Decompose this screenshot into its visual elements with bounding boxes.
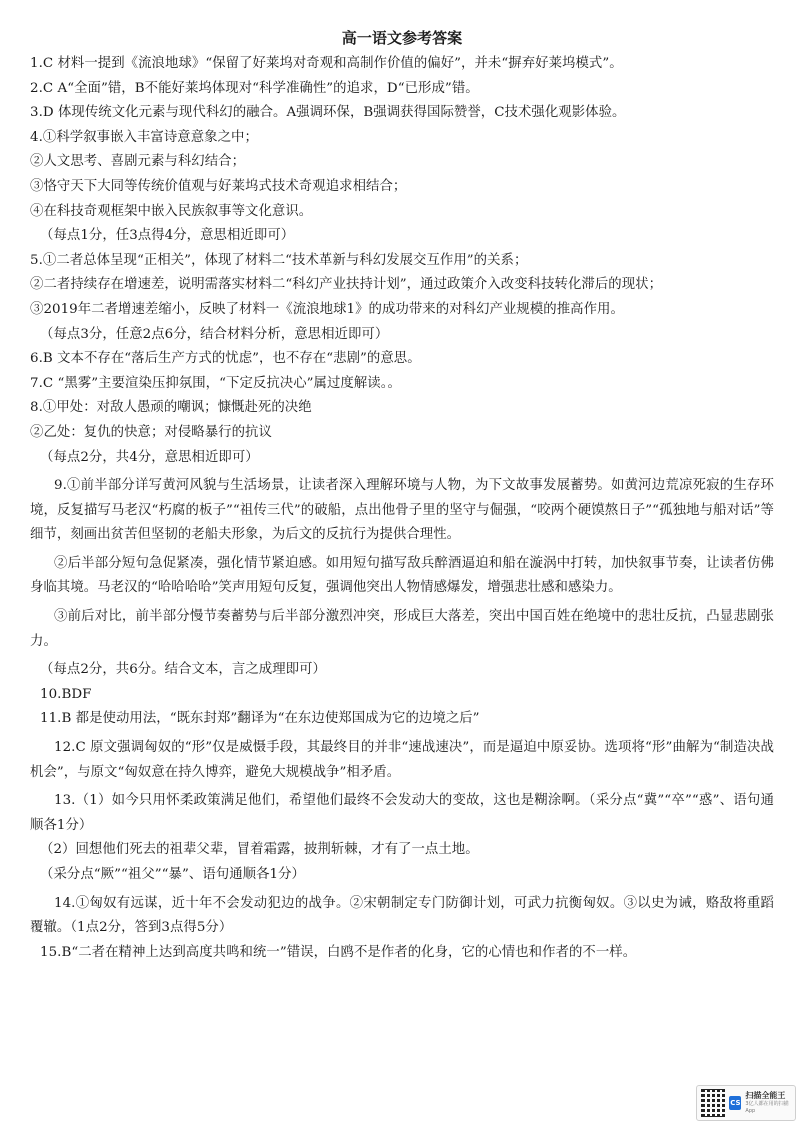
answer-7: 7.C “黑雾”主要渲染压抑氛围，“下定反抗决心”属过度解读。。 xyxy=(30,375,401,391)
qr-code-icon xyxy=(701,1089,725,1117)
answer-11: 11.B 都是使动用法，“既东封郑”翻译为“在东边使郑国成为它的边境之后” xyxy=(40,711,480,727)
watermark-app-name: 扫描全能王 xyxy=(745,1091,786,1100)
answer-12: 12.C 原文强调匈奴的“形”仅是威慑手段，其最终目的并非“速战速决”，而是逼迫中原妥协。选项将“形”曲解为“制造决战机会”，与原文“匈奴意在持久博弈，避免大规模战争”相矛盾。 xyxy=(30,740,774,780)
watermark-tagline: 3亿人都在用的扫描App xyxy=(745,1101,789,1114)
answer-9-point-3: ③前后对比，前半部分慢节奏蓄势与后半部分激烈冲突，形成巨大落差，突出中国百姓在绝境中的悲壮反抗，凸显悲剧张力。 xyxy=(30,609,774,649)
answer-8-line-1: 8.①甲处：对敌人愚顽的嘲讽；慷慨赴死的决绝 xyxy=(30,400,312,416)
answer-4-line-1: 4.①科学叙事嵌入丰富诗意意象之中； xyxy=(30,129,258,145)
answer-2: 2.C A“全面”错，B不能好莱坞体现对“科学准确性”的追求，D“已形成”错。 xyxy=(30,80,479,96)
camscanner-logo-icon: CS xyxy=(729,1096,741,1110)
answer-15: 15.B“二者在精神上达到高度共鸣和统一”错误，白鸥不是作者的化身，它的心情也和作者的不一样。 xyxy=(40,944,637,960)
answer-sheet xyxy=(30,26,774,965)
answer-4-line-3: ③恪守天下大同等传统价值观与好莱坞式技术奇观追求相结合； xyxy=(30,178,407,194)
answer-10: 10.BDF xyxy=(40,686,92,702)
scanner-watermark xyxy=(696,1085,796,1121)
answer-5-line-1: 5.①二者总体呈现“正相关”，体现了材料二“技术革新与科幻发展交互作用”的关系； xyxy=(30,252,528,268)
answer-14: 14.①匈奴有远谋，近十年不会发动犯边的战争。②宋朝制定专门防御计划，可武力抗衡匈奴。③以史为诫，赂敌将重蹈覆辙。（1点2分，答到3点得5分） xyxy=(30,895,774,936)
answer-1: 1.C 材料一提到《流浪地球》“保留了好莱坞对奇观和高制作价值的偏好”，并未“摒弃好莱坞模式”。 xyxy=(30,56,623,71)
answer-3: 3.D 体现传统文化元素与现代科幻的融合。A强调环保，B强调获得国际赞誉，C技术强化观影体验。 xyxy=(30,105,626,121)
answer-13-score: （采分点“厥”“祖父”“暴”、语句通顺各1分） xyxy=(40,867,305,882)
answer-4-line-4: ④在科技奇观框架中嵌入民族叙事等文化意识。 xyxy=(30,203,313,219)
answer-9-score: （每点2分，共6分。结合文本，言之成理即可） xyxy=(40,662,326,678)
answer-5-score: （每点3分，任意2点6分，结合材料分析，意思相近即可） xyxy=(40,326,389,342)
answer-13-part-2: （2）回想他们死去的祖辈父辈，冒着霜露，披荆斩棘，才有了一点土地。 xyxy=(40,842,479,858)
answer-5-line-2: ②二者持续存在增速差，说明需落实材料二“科幻产业扶持计划”，通过政策介入改变科技转化滞后的现状； xyxy=(30,277,663,293)
answer-9-point-1: 9.①前半部分详写黄河风貌与生活场景，让读者深入理解环境与人物，为下文故事发展蓄势。如黄河边荒凉死寂的生存环境，反复描写马老汉“朽腐的板子”“祖传三代”的破船，点出他骨子里的坚守与倔强，“咬两个硬馍熬日子”“孤独地与船对话”等细节，刻画出贫苦但坚韧的老船夫形象，为后文的反抗行为提供合理性。 xyxy=(30,478,774,543)
page-title: 高一语文参考答案 xyxy=(341,29,463,47)
answer-4-score: （每点1分，任3点得4分，意思相近即可） xyxy=(40,228,295,244)
answer-8-line-2: ②乙处：复仇的快意；对侵略暴行的抗议 xyxy=(30,424,272,440)
answer-4-line-2: ②人文思考、喜剧元素与科幻结合； xyxy=(30,154,246,170)
answer-13-part-1: 13.（1）如今只用怀柔政策满足他们，希望他们最终不会发动大的变故，这也是糊涂啊。（采分点“冀”“卒”“惑”、语句通顺各1分） xyxy=(30,793,774,833)
answer-8-score: （每点2分，共4分，意思相近即可） xyxy=(40,449,259,465)
answer-6: 6.B 文本不存在“落后生产方式的忧虑”，也不存在“悲剧”的意思。 xyxy=(30,351,421,367)
answer-9-point-2: ②后半部分短句急促紧凑，强化情节紧迫感。如用短句描写敌兵醉酒逼迫和船在漩涡中打转，加快叙事节奏，让读者仿佛身临其境。马老汉的“哈哈哈哈”笑声用短句反复，强调他突出人物情感爆发，增强悲壮感和感染力。 xyxy=(30,555,774,596)
answer-5-line-3: ③2019年二者增速差缩小，反映了材料一《流浪地球1》的成功带来的对科幻产业规模的推高作用。 xyxy=(30,301,624,317)
